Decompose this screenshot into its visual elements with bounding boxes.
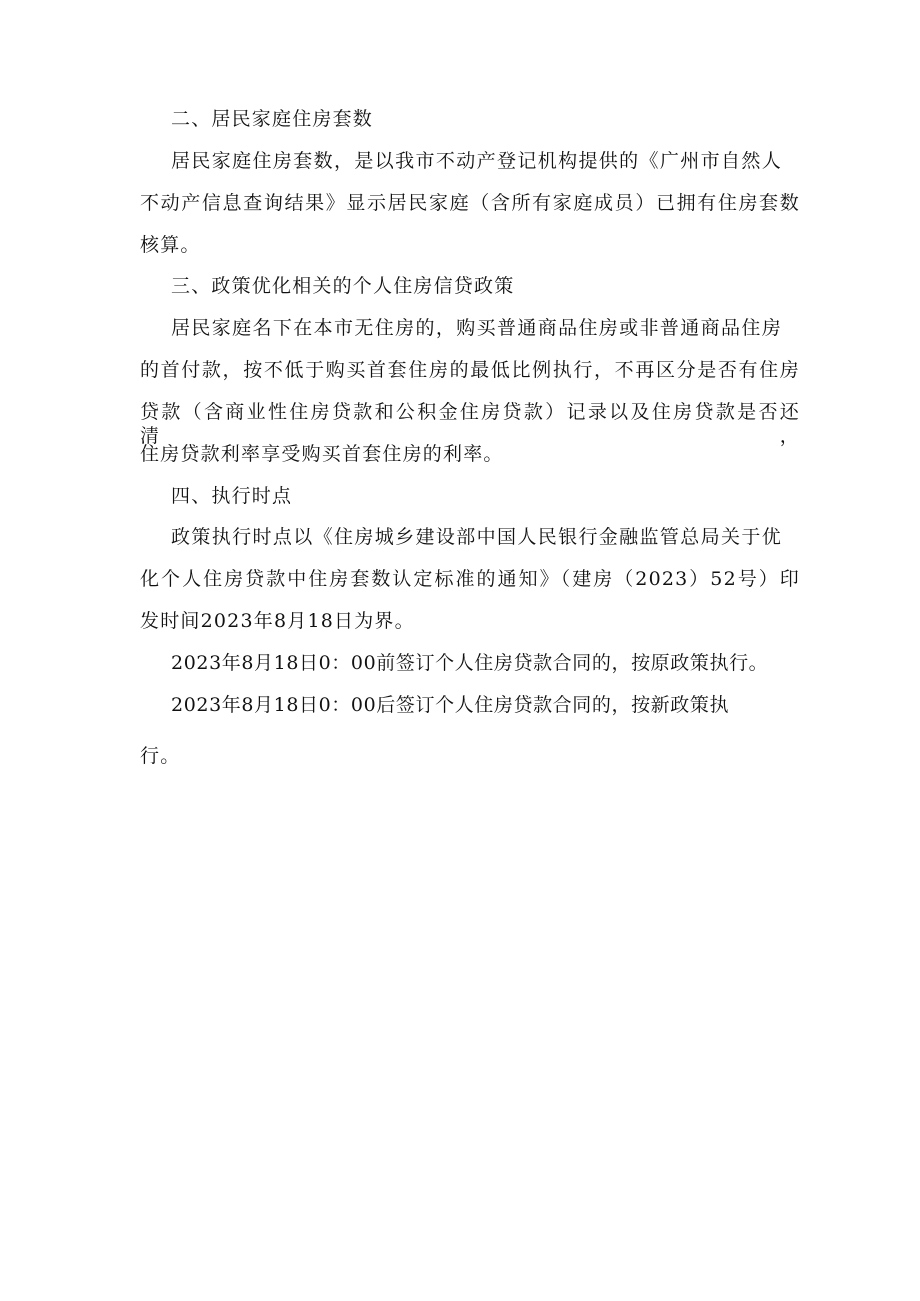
paragraph-line: 不动产信息查询结果》显示居民家庭（含所有家庭成员）已拥有住房套数 (140, 192, 800, 214)
paragraph-line: 政策执行时点以《住房城乡建设部中国人民银行金融监管总局关于优 (171, 526, 782, 548)
paragraph-line: 住房贷款利率享受购买首套住房的利率。 (140, 443, 504, 465)
heading-effective-time: 四、执行时点 (171, 485, 293, 507)
paragraph-line: 行。 (140, 745, 181, 767)
paragraph-line: 核算。 (140, 234, 201, 256)
paragraph-line: 2023年8月18日0：00前签订个人住房贷款合同的，按原政策执行。 (171, 652, 769, 674)
heading-credit-policy: 三、政策优化相关的个人住房信贷政策 (171, 275, 515, 297)
paragraph-line: 贷款（含商业性住房贷款和公积金住房贷款）记录以及住房贷款是否还清， (140, 401, 800, 447)
paragraph-line: 化个人住房贷款中住房套数认定标准的通知》（建房（2023）52号）印 (140, 568, 800, 590)
paragraph-line: 2023年8月18日0：00后签订个人住房贷款合同的，按新政策执 (171, 694, 730, 716)
paragraph-line: 居民家庭名下在本市无住房的，购买普通商品住房或非普通商品住房 (171, 317, 782, 339)
paragraph-line: 居民家庭住房套数，是以我市不动产登记机构提供的《广州市自然人 (171, 150, 782, 172)
paragraph-line: 发时间2023年8月18日为界。 (140, 610, 415, 632)
heading-housing-count: 二、居民家庭住房套数 (171, 108, 374, 130)
paragraph-line: 的首付款，按不低于购买首套住房的最低比例执行，不再区分是否有住房 (140, 359, 800, 381)
